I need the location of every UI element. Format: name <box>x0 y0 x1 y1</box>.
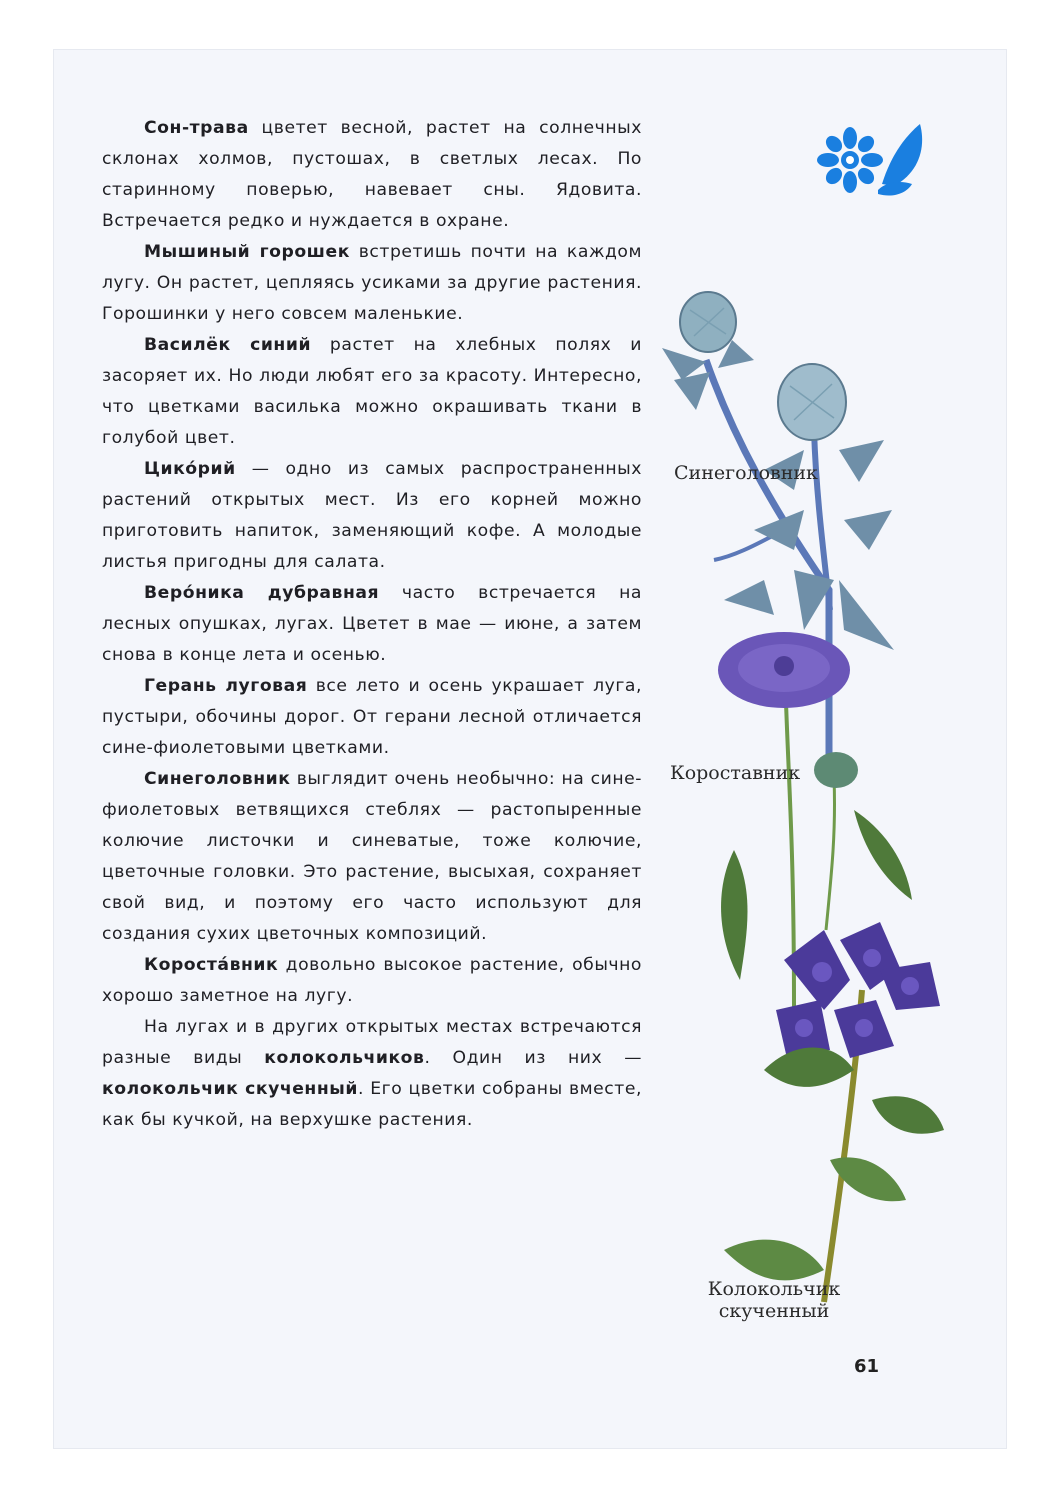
paragraph-text: На лугах и в других открытых местах встречаются разные виды <box>102 1017 642 1068</box>
label-korostavnik: Коростaвник <box>670 762 801 784</box>
paragraph-kolokolchiki <box>102 1012 642 1136</box>
flower-leaf-badge-icon <box>817 124 922 196</box>
term: Мышиный горошек <box>144 242 350 262</box>
term: Коростáвник <box>144 955 279 975</box>
term: колокольчик скученный <box>102 1079 358 1099</box>
kolokolchik-illustration <box>724 922 944 1302</box>
paragraph-text: . Его цветки собраны вместе, как бы кучкой, на верхушке растения. <box>102 1079 642 1130</box>
plant-illustrations <box>644 110 984 1320</box>
paragraph-text: — одно из самых распространенных растений открытых мест. Из его корней можно приготовить напиток, заменяющий кофе. А молодые листья пригодны для салата. <box>102 459 642 572</box>
term: Василёк синий <box>144 335 312 355</box>
paragraph-geran <box>102 671 642 764</box>
paragraph-veronika <box>102 578 642 671</box>
paragraph-text: растет на хлебных полях и засоряет их. Но люди любят его за красоту. Интересно, что цветками василька можно окрашивать ткани в голубой цвет. <box>102 335 643 448</box>
label-kolokolchik-line1: Колокольчик <box>707 1278 841 1300</box>
paragraph-text: довольно высокое растение, обычно хорошо заметное на лугу. <box>102 955 642 1006</box>
paragraph-vasilek <box>102 330 642 454</box>
paragraph-text: цветет весной, растет на солнечных склонах холмов, пустошах, в светлых лесах. По старинному поверью, навевает сны. Ядовита. Встречается редко и нуждается в охране. <box>102 118 642 231</box>
label-sinegolovnik: Синеголовник <box>674 462 818 484</box>
paragraph-text: встретишь почти на каждом лугу. Он растет, цепляясь усиками за другие растения. Горошинки у него совсем маленькие. <box>102 242 642 324</box>
paragraph-korostavnik <box>102 950 642 1012</box>
paragraph-cikoriy <box>102 454 642 578</box>
book-page <box>54 50 1006 1448</box>
term: Веро́ника дубравная <box>144 583 380 603</box>
paragraph-text: часто встречается на лесных опушках, лугах. Цветет в мае — июне, а затем снова в конце лета и осенью. <box>102 583 643 665</box>
term: Цико́рий <box>144 459 236 479</box>
term: Сон-трава <box>144 118 249 138</box>
paragraph-son-trava <box>102 113 642 237</box>
page-number: 61 <box>854 1356 880 1377</box>
paragraph-text: выглядит очень необычно: на сине-фиолетовых ветвящихся стеблях — растопыренные колючие листочки и синеватые, тоже колючие, цветочные головки. Это растение, высыхая, сохраняет свой вид, и поэтому его часто используют для создания сухих цветочных композиций. <box>102 769 642 944</box>
paragraph-text: все лето и осень украшает луга, пустыри, обочины дорог. От герани лесной отличается сине-фиолетовыми цветками. <box>102 676 642 758</box>
paragraph-sinegolovnik <box>102 764 642 950</box>
text-column <box>102 113 642 1136</box>
term: Синеголовник <box>144 769 291 789</box>
term: колокольчиков <box>264 1048 425 1068</box>
paragraph-myshiny-goroshek <box>102 237 642 330</box>
label-kolokolchik-line2: скученный <box>718 1300 830 1322</box>
label-kolokolchik <box>674 1278 874 1322</box>
paragraph-text: . Один из них — <box>424 1048 642 1068</box>
term: Герань луговая <box>144 676 308 696</box>
